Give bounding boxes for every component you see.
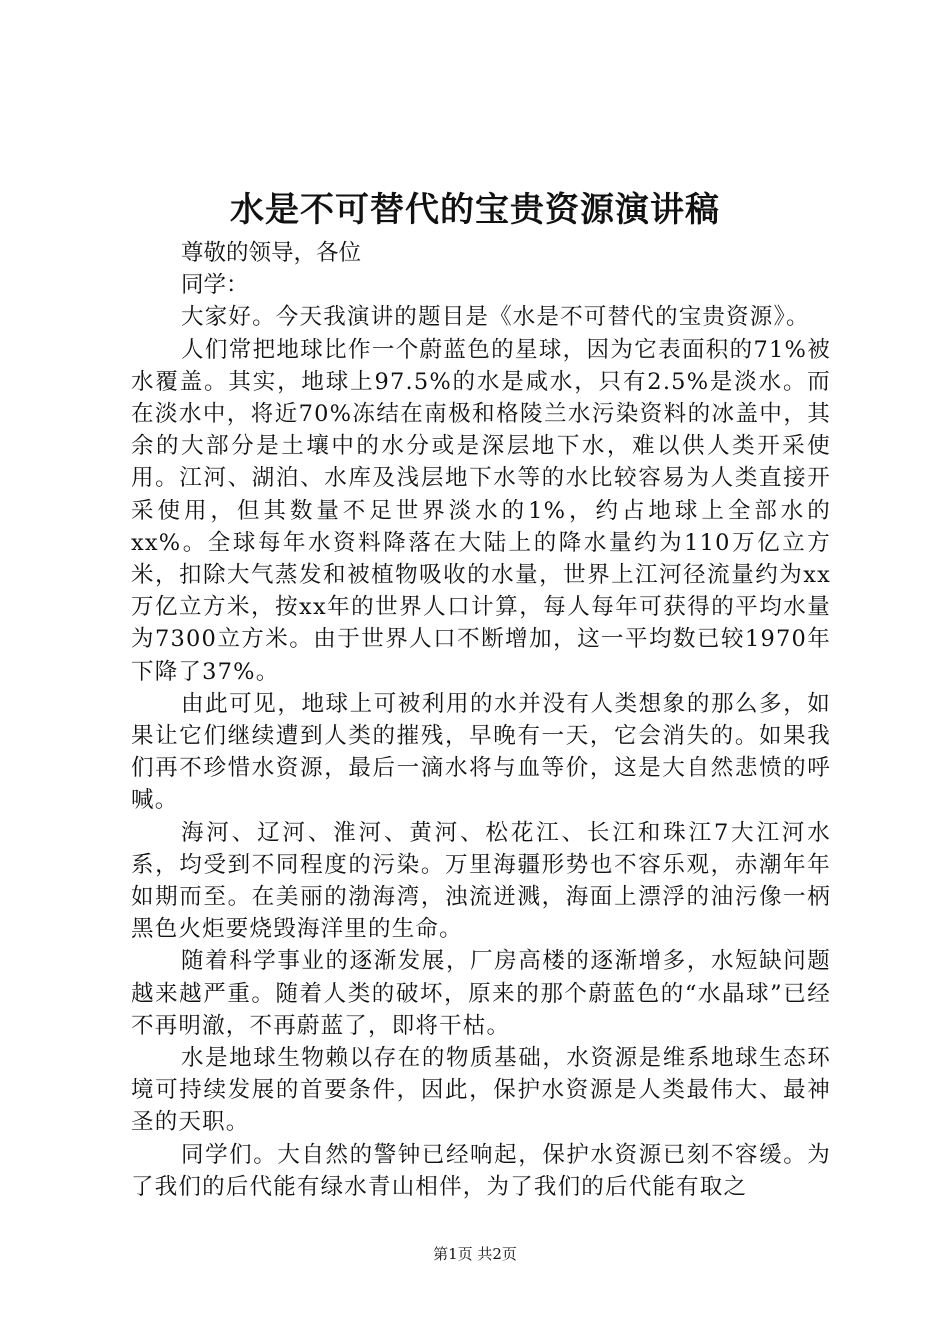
paragraph: 水是地球生物赖以存在的物质基础，水资源是维系地球生态环境可持续发展的首要条件，因此，保护水资源是人类最伟大、最神圣的天职。	[131, 1045, 831, 1136]
paragraph: 大家好。今天我演讲的题目是《水是不可替代的宝贵资源》。	[181, 304, 810, 331]
paragraph: 同学们。大自然的警钟已经响起，保护水资源已刻不容缓。为了我们的后代能有绿水青山相伴，为了我们的后代能有取之	[131, 1141, 831, 1200]
paragraph: 海河、辽河、淮河、黄河、松花江、长江和珠江7大江河水系，均受到不同程度的污染。万里海疆形势也不容乐观，赤潮年年如期而至。在美丽的渤海湾，浊流迸溅，海面上漂浮的油污像一柄黑色火炬要烧毁海洋里的生命。	[131, 819, 831, 943]
page-footer: 第1页 共2页	[433, 1245, 517, 1263]
salutation-line: 尊敬的领导，各位	[181, 240, 362, 266]
paragraph: 由此可见，地球上可被利用的水并没有人类想象的那么多，如果让它们继续遭到人类的摧残，早晚有一天，它会消失的。如果我们再不珍惜水资源，最后一滴水将与血等价，这是大自然悲愤的呼喊。	[131, 690, 831, 814]
document-title: 水是不可替代的宝贵资源演讲稿	[230, 190, 720, 230]
paragraph: 随着科学事业的逐渐发展，厂房高楼的逐渐增多，水短缺问题越来越严重。随着人类的破坏，原来的那个蔚蓝色的“水晶球”已经不再明澈，不再蔚蓝了，即将干枯。	[131, 948, 831, 1039]
paragraph: 人们常把地球比作一个蔚蓝色的星球，因为它表面积的71%被水覆盖。其实，地球上97.5%的水是咸水，只有2.5%是淡水。而在淡水中，将近70%冻结在南极和格陵兰水污染资料的冰盖中，其余的大部分是土壤中的水分或是深层地下水，难以供人类开采使用。江河、湖泊、水库及浅层地下水等的水比较容易为人类直接开采使用，但其数量不足世界淡水的1%，约占地球上全部水的xx%。全球每年水资料降落在大陆上的降水量约为110万亿立方米，扣除大气蒸发和被植物吸收的水量，世界上江河径流量约为xx万亿立方米，按xx年的世界人口计算，每人每年可获得的平均水量为7300立方米。由于世界人口不断增加，这一平均数已较1970年下降了37%。	[131, 336, 831, 685]
salutation-line: 同学：	[181, 272, 249, 299]
document-body	[131, 237, 831, 1203]
